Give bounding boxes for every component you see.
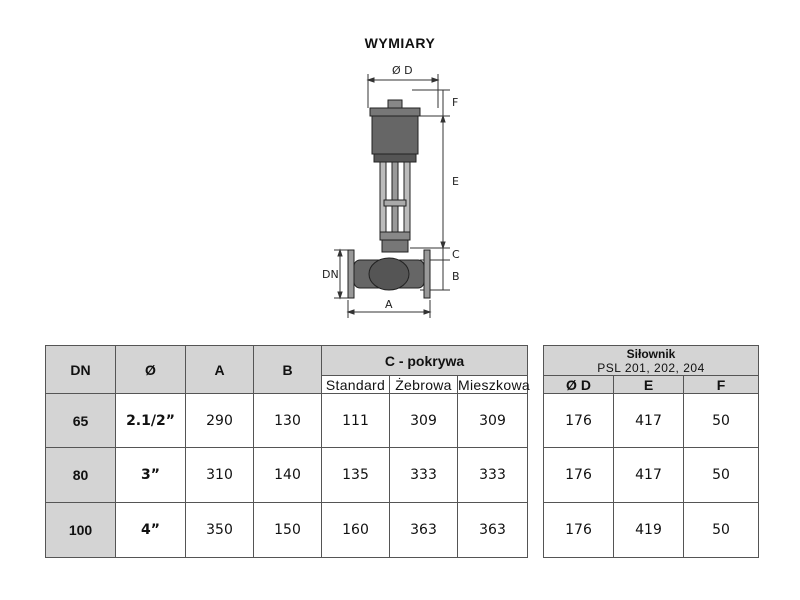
valve-dimension-drawing	[300, 60, 500, 330]
cell-dn: 65	[46, 394, 116, 448]
cell-dn: 100	[46, 503, 116, 558]
cell-a: 310	[186, 448, 254, 503]
cell-od: 176	[544, 503, 614, 558]
cell-diameter: 3”	[116, 448, 186, 503]
actuator-dimensions-table	[543, 345, 759, 558]
table-row	[544, 503, 759, 558]
label-f: F	[452, 96, 459, 109]
header-od: Ø D	[544, 376, 614, 394]
cell-f: 50	[684, 394, 759, 448]
header-standard: Standard	[322, 376, 390, 394]
table-row	[544, 448, 759, 503]
cell-od: 176	[544, 394, 614, 448]
header-a: A	[186, 346, 254, 394]
page-title: WYMIARY	[364, 35, 436, 51]
header-mieszkowa: Mieszkowa	[458, 376, 530, 393]
table-row	[46, 448, 528, 503]
cell-standard: 111	[322, 394, 390, 448]
cell-standard: 160	[322, 503, 390, 558]
cell-b: 130	[254, 394, 322, 448]
cell-od: 176	[544, 448, 614, 503]
cell-e: 419	[614, 503, 684, 558]
header-c-pokrywa: C - pokrywa	[322, 346, 528, 376]
cell-mieszkowa: 363	[458, 503, 528, 558]
label-od: Ø D	[392, 64, 413, 77]
cell-e: 417	[614, 394, 684, 448]
cell-b: 140	[254, 448, 322, 503]
label-dn: DN	[322, 268, 339, 281]
header-f: F	[684, 376, 759, 394]
table-row	[544, 394, 759, 448]
cell-e: 417	[614, 448, 684, 503]
cell-zebrowa: 309	[390, 394, 458, 448]
header-zebrowa: Żebrowa	[390, 376, 458, 394]
valve-dimensions-table	[45, 345, 528, 558]
cell-dn: 80	[46, 448, 116, 503]
cell-mieszkowa: 309	[458, 394, 528, 448]
cell-a: 290	[186, 394, 254, 448]
cell-diameter: 4”	[116, 503, 186, 558]
cell-b: 150	[254, 503, 322, 558]
header-dn: DN	[46, 346, 116, 394]
label-a: A	[385, 298, 393, 311]
header-e: E	[614, 376, 684, 394]
header-b: B	[254, 346, 322, 394]
cell-f: 50	[684, 448, 759, 503]
label-e: E	[452, 175, 459, 188]
actuator-title: Siłownik	[626, 346, 676, 361]
header-diameter: Ø	[116, 346, 186, 394]
cell-f: 50	[684, 503, 759, 558]
cell-mieszkowa: 333	[458, 448, 528, 503]
actuator-header	[544, 346, 759, 376]
cell-zebrowa: 363	[390, 503, 458, 558]
cell-a: 350	[186, 503, 254, 558]
table-row	[46, 503, 528, 558]
label-b: B	[452, 270, 460, 283]
cell-zebrowa: 333	[390, 448, 458, 503]
table-row	[46, 394, 528, 448]
cell-standard: 135	[322, 448, 390, 503]
cell-diameter: 2.1/2”	[116, 394, 186, 448]
actuator-subtitle: PSL 201, 202, 204	[597, 360, 705, 375]
label-c: C	[452, 248, 460, 261]
